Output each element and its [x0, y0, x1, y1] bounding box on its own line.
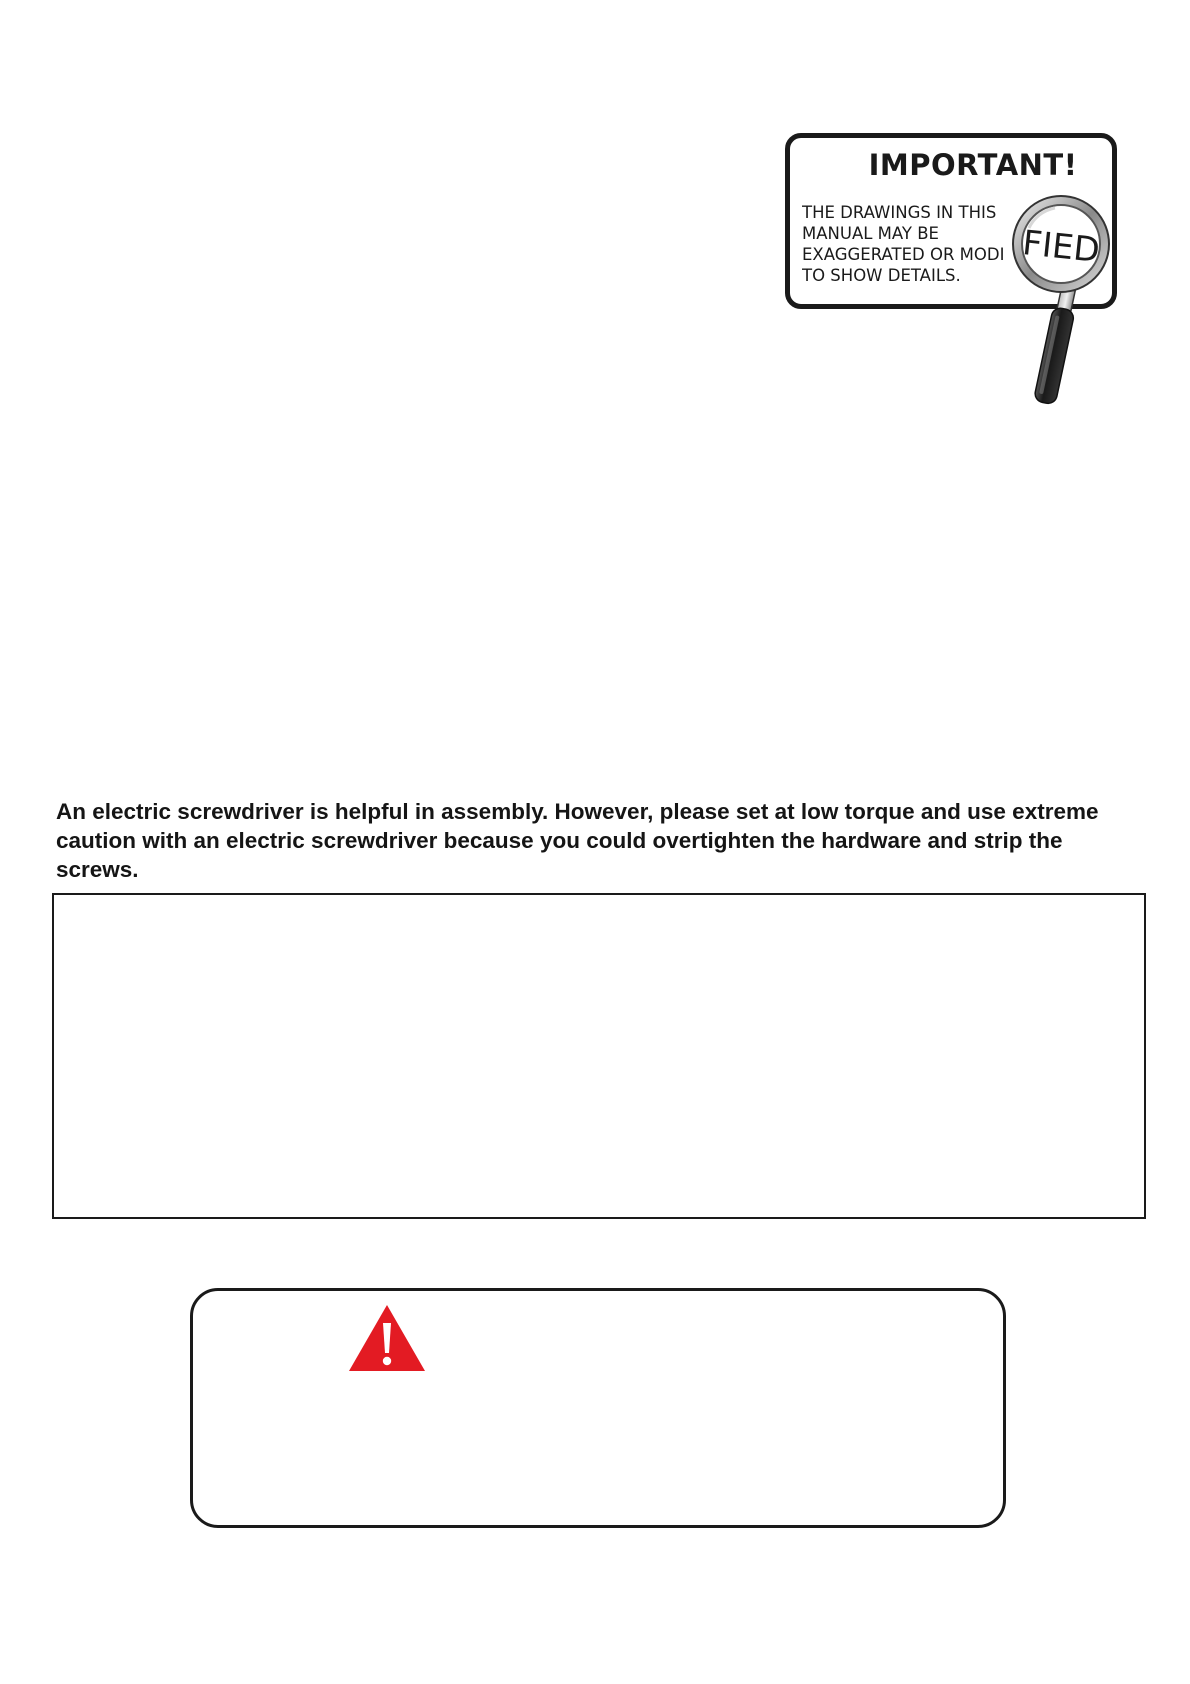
magnified-text: FIED	[1020, 223, 1102, 271]
important-text: THE DRAWINGS IN THIS MANUAL MAY BE EXAGGERATED OR MODI TO SHOW DETAILS.	[802, 203, 1005, 285]
magnifying-glass-icon	[1005, 188, 1115, 413]
warning-triangle-icon	[347, 1303, 427, 1373]
warning-box	[190, 1288, 1006, 1528]
content-box	[52, 893, 1146, 1219]
electric-screwdriver-tip: An electric screwdriver is helpful in assembly. However, please set at low torque and use extreme caution with an electric screwdriver because you could overtighten the hardware and strip the screws.	[56, 799, 1099, 882]
important-title: IMPORTANT!	[868, 148, 1078, 182]
